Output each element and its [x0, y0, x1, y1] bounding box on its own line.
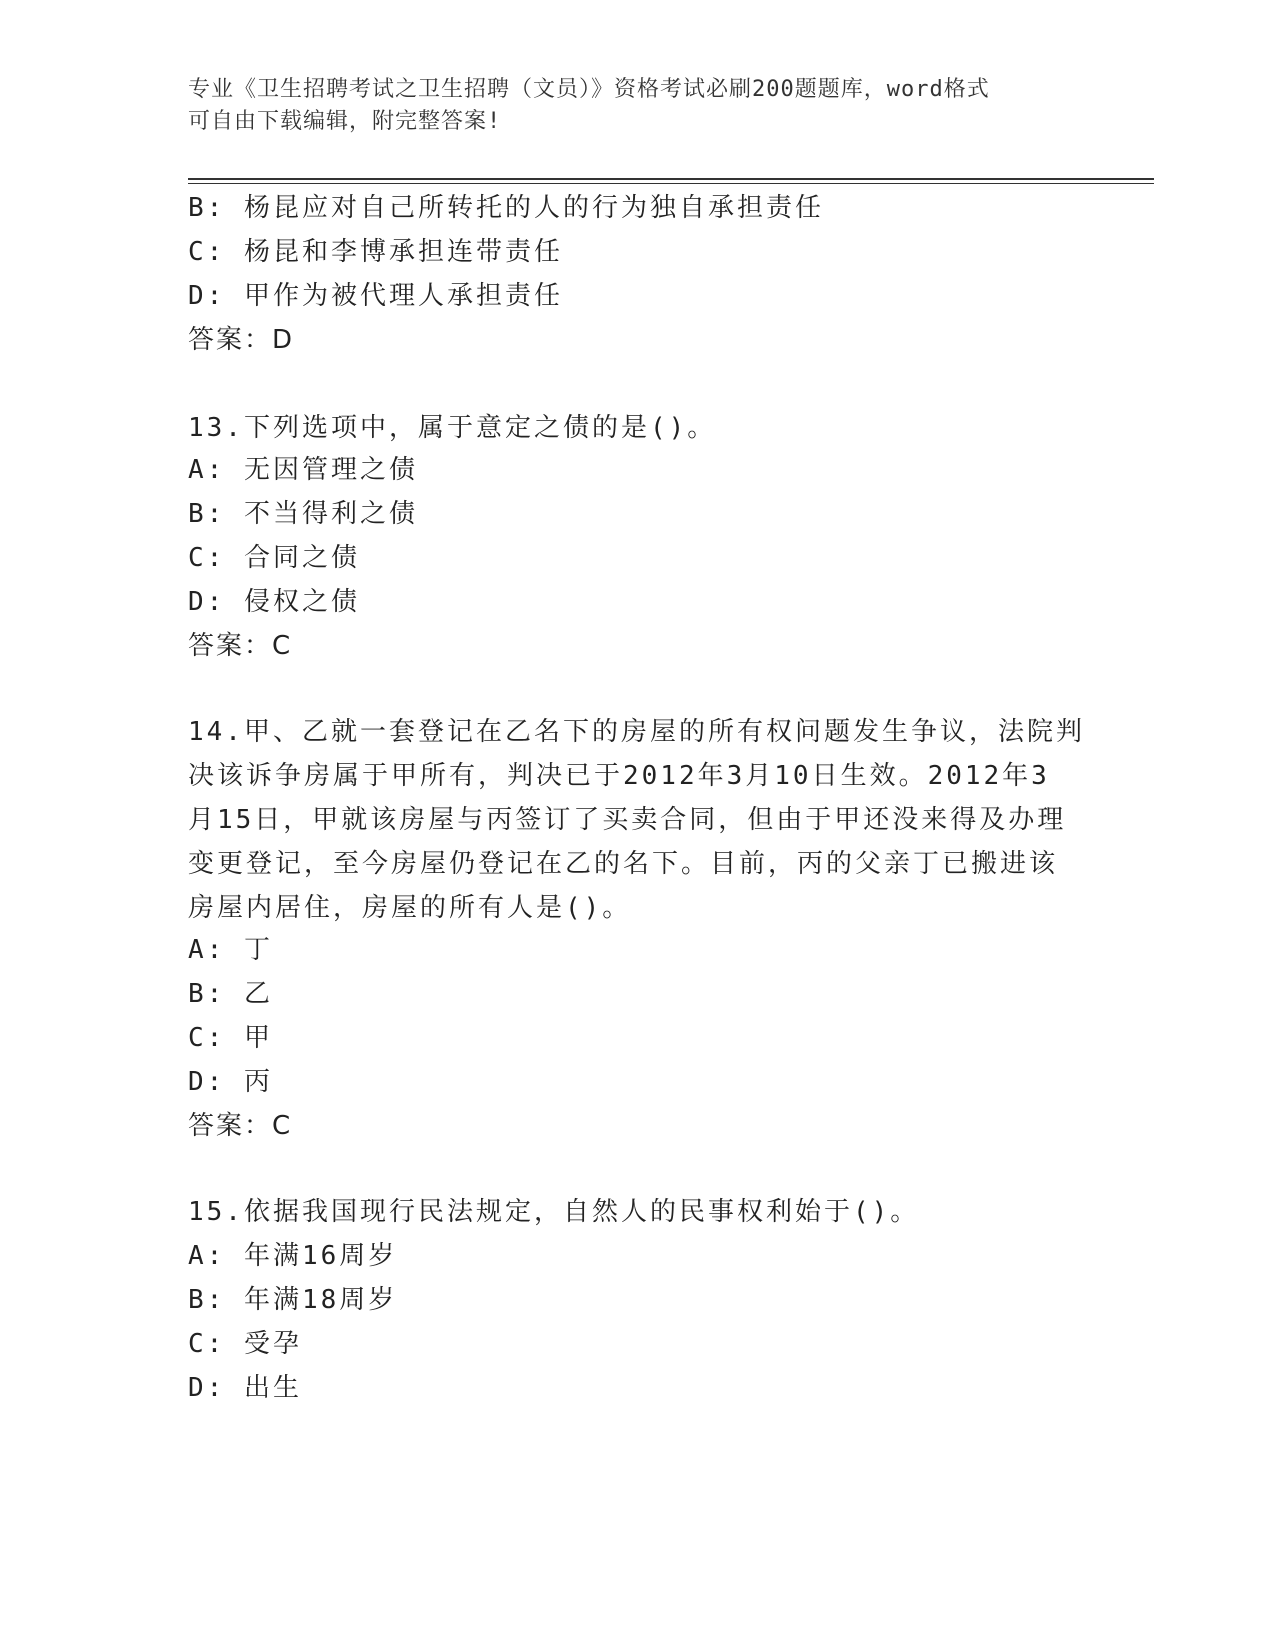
- q15-option-a: A: 年满16周岁: [188, 1241, 398, 1271]
- header-divider-thick: [188, 178, 1154, 180]
- header-divider-thin: [188, 183, 1154, 184]
- q15-option-c: C: 受孕: [188, 1329, 302, 1359]
- q14-option-d: D: 丙: [188, 1067, 273, 1097]
- q13-option-c: C: 合同之债: [188, 543, 360, 573]
- q14-stem-line-3: 月15日，甲就该房屋与丙签订了买卖合同，但由于甲还没来得及办理: [188, 805, 1067, 835]
- q13-option-d: D: 侵权之债: [188, 587, 360, 617]
- q15-option-d: D: 出生: [188, 1373, 302, 1403]
- q13-option-a: A: 无因管理之债: [188, 455, 418, 485]
- q12-option-c: C: 杨昆和李博承担连带责任: [188, 237, 563, 267]
- q13-answer: 答案：C: [188, 631, 293, 661]
- q12-answer: 答案：D: [188, 325, 295, 355]
- q14-stem-line-2: 决该诉争房属于甲所有，判决已于2012年3月10日生效。2012年3: [188, 761, 1050, 791]
- header-line-2: 可自由下载编辑，附完整答案!: [188, 109, 502, 134]
- q14-option-a: A: 丁: [188, 935, 273, 965]
- q14-stem-line-5: 房屋内居住，房屋的所有人是()。: [188, 893, 632, 923]
- q14-option-b: B: 乙: [188, 979, 273, 1009]
- q14-answer: 答案：C: [188, 1111, 293, 1141]
- q14-stem-line-4: 变更登记，至今房屋仍登记在乙的名下。目前，丙的父亲丁已搬进该: [188, 849, 1059, 879]
- q15-stem: 15.依据我国现行民法规定，自然人的民事权利始于()。: [188, 1197, 920, 1227]
- q12-option-d: D: 甲作为被代理人承担责任: [188, 281, 563, 311]
- q15-option-b: B: 年满18周岁: [188, 1285, 398, 1315]
- q13-stem: 13.下列选项中，属于意定之债的是()。: [188, 413, 717, 443]
- q13-option-b: B: 不当得利之债: [188, 499, 418, 529]
- q12-option-b: B: 杨昆应对自己所转托的人的行为独自承担责任: [188, 193, 824, 223]
- document-header: [188, 74, 1088, 138]
- q14-stem-line-1: 14.甲、乙就一套登记在乙名下的房屋的所有权问题发生争议，法院判: [188, 717, 1085, 747]
- q14-option-c: C: 甲: [188, 1023, 273, 1053]
- header-line-1: 专业《卫生招聘考试之卫生招聘（文员）》资格考试必刷200题题库，word格式: [188, 77, 990, 102]
